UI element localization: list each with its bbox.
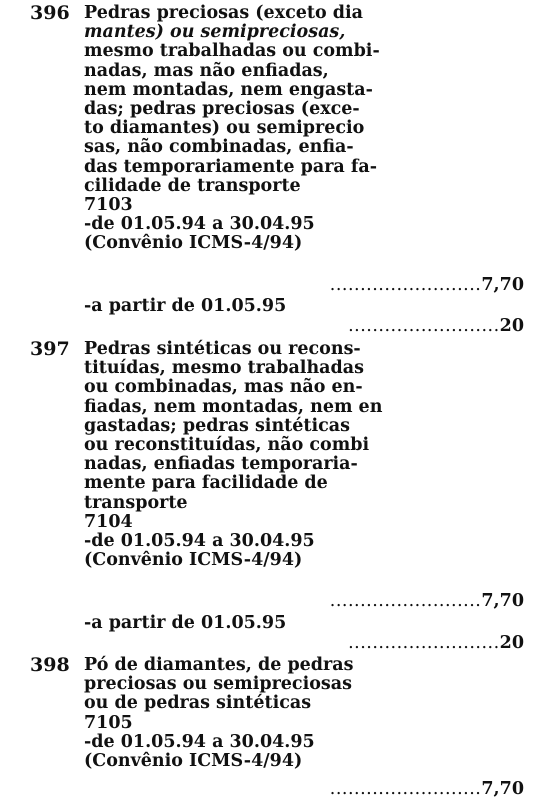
dot-leader: ......................... <box>329 779 482 799</box>
ncm-code: 7105 <box>84 712 133 733</box>
validity-period-from: -a partir de 01.05.95 <box>84 296 287 316</box>
description-line: preciosas ou semipreciosas <box>84 674 352 695</box>
item-number: 398 <box>30 654 70 676</box>
validity-period: -de 01.05.94 a 30.04.95 <box>84 731 315 752</box>
description-line: cilidade de transporte <box>84 175 301 196</box>
description-line: Pedras preciosas (exceto dia <box>84 3 363 23</box>
item-number: 397 <box>30 338 70 360</box>
rate-row <box>330 592 524 611</box>
ncm-code: 7103 <box>84 195 133 216</box>
dot-leader: ......................... <box>329 275 482 295</box>
item-number: 396 <box>30 2 70 24</box>
rate-value: 7,70 <box>481 275 524 295</box>
description-line: sas, não combinadas, enfia- <box>84 137 354 158</box>
description-line: tituídas, mesmo trabalhadas <box>84 358 364 379</box>
description-line: transporte <box>84 492 188 513</box>
description-line: ou de pedras sintéticas <box>84 693 312 714</box>
description-line: das temporariamente para fa- <box>84 156 377 177</box>
description-line: das; pedras preciosas (exce- <box>84 99 360 120</box>
agreement-reference: (Convênio ICMS-4/94) <box>84 550 303 571</box>
validity-period-from: -a partir de 01.05.95 <box>84 613 287 633</box>
validity-period: -de 01.05.94 a 30.04.95 <box>84 214 315 235</box>
description-line: Pedras sintéticas ou recons- <box>84 339 361 359</box>
description-line: ou reconstituídas, não combi <box>84 435 370 456</box>
rate-value: 7,70 <box>481 779 524 799</box>
rate-row <box>330 276 524 295</box>
description-line: fiadas, nem montadas, nem en <box>84 396 383 417</box>
description-line: nadas, mas não enfiadas, <box>84 60 329 81</box>
description-line: nadas, enfiadas temporaria- <box>84 454 358 475</box>
item-description <box>84 4 384 254</box>
description-line: gastadas; pedras sintéticas <box>84 415 350 436</box>
description-line: mesmo trabalhadas ou combi- <box>84 41 380 62</box>
description-line: mente para facilidade de <box>84 473 328 494</box>
rate-value: 20 <box>499 316 524 336</box>
ncm-code: 7104 <box>84 511 133 532</box>
rate-row <box>348 317 524 336</box>
agreement-reference: (Convênio ICMS-4/94) <box>84 751 303 772</box>
dot-leader: ......................... <box>348 633 500 653</box>
validity-period: -de 01.05.94 a 30.04.95 <box>84 531 315 552</box>
rate-row <box>348 634 524 653</box>
description-line: nem montadas, nem engasta- <box>84 79 373 100</box>
description-line: ou combinadas, mas não en- <box>84 377 363 398</box>
description-line: Pó de diamantes, de pedras <box>84 655 354 675</box>
description-line: to diamantes) ou semiprecio <box>84 118 365 139</box>
rate-value: 20 <box>499 633 524 653</box>
description-line: mantes) ou semipreciosas, <box>84 22 346 43</box>
agreement-reference: (Convênio ICMS-4/94) <box>84 233 303 254</box>
item-description <box>84 340 384 570</box>
rate-value: 7,70 <box>481 591 524 611</box>
dot-leader: ......................... <box>329 591 482 611</box>
dot-leader: ......................... <box>348 316 500 336</box>
item-description <box>84 656 384 771</box>
rate-row <box>330 780 524 799</box>
